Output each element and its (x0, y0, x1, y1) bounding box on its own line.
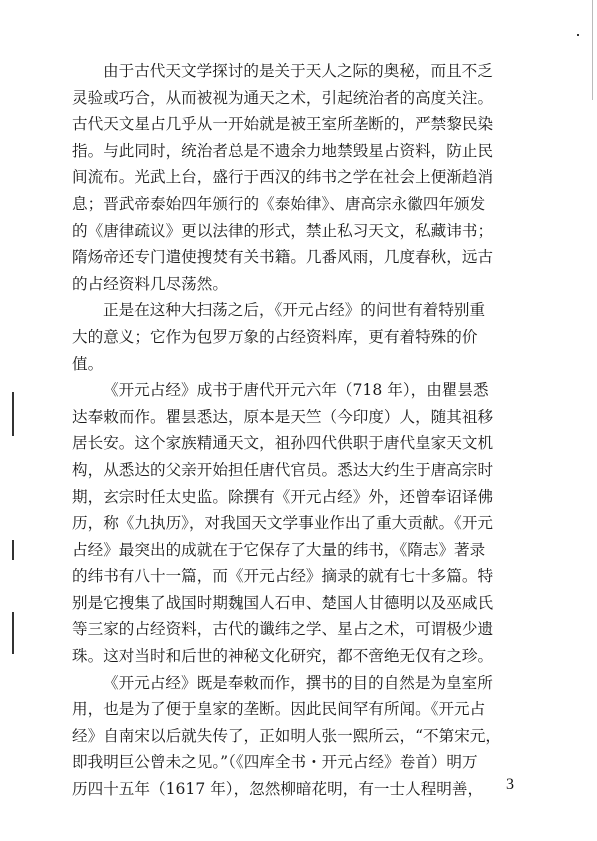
text-line: 占经》最突出的成就在于它保存了大量的纬书，《隋志》著录 (72, 540, 486, 559)
text-line: 《开元占经》既是奉敕而作，撰书的目的自然是为皇室所 (103, 673, 493, 692)
scan-edge-mark (12, 612, 14, 654)
paragraph-4 (72, 670, 556, 803)
text-line: 等三家的占经资料，古代的谶纬之学、星占之术，可谓极少遗 (72, 620, 494, 639)
page-number: 3 (506, 776, 514, 793)
text-line: 的纬书有八十一篇，而《开元占经》摘录的就有七十多篇。特 (72, 567, 494, 586)
paragraph-2 (72, 297, 556, 377)
text-line: 正是在这种大扫荡之后，《开元占经》的问世有着特别重 (103, 301, 486, 320)
text-line: 的《唐律疏议》更以法律的形式，禁止私习天文，私藏讳书； (72, 221, 494, 240)
paragraph-1 (72, 58, 556, 297)
text-line: 灵验或巧合，从而被视为通天之术，引起统治者的高度关注。 (72, 88, 494, 107)
text-line: 构，从悉达的父亲开始担任唐代官员。悉达大约生于唐高宗时 (72, 460, 494, 479)
scan-edge-shadow (592, 0, 593, 100)
text-line: 珠。这对当时和后世的神秘文化研究，都不啻绝无仅有之珍。 (72, 647, 494, 666)
text-line: 历四十五年（1617 年），忽然柳暗花明，有一士人程明善， (72, 780, 484, 799)
text-line: 古代天文星占几乎从一开始就是被王室所垄断的，严禁黎民染 (72, 115, 494, 134)
scan-edge-mark (12, 540, 14, 560)
text-line: 别是它搜集了战国时期魏国人石申、楚国人甘德明以及巫咸氏 (72, 593, 494, 612)
text-line: 由于古代天文学探讨的是关于天人之际的奥秘，而且不乏 (103, 62, 493, 80)
text-line: 值。 (72, 354, 104, 373)
text-line: 即我明巨公曾未之见。”（《四库全书・开元占经》卷首）明万 (72, 753, 478, 772)
text-line: 大的意义；它作为包罗万象的占经资料库，更有着特殊的价 (72, 327, 478, 346)
text-line: 指。与此同时，统治者总是不遗余力地禁毁星占资料，防止民 (72, 141, 494, 160)
text-line: 用，也是为了便于皇家的垄断。因此民间罕有所闻。《开元占 (72, 700, 486, 719)
scan-speck (577, 34, 579, 36)
text-line: 的占经资料几尽荡然。 (72, 274, 228, 293)
paragraph-3 (72, 377, 556, 670)
scan-edge-mark (12, 392, 14, 436)
text-line: 息；晋武帝泰始四年颁行的《泰始律》、唐高宗永徽四年颁发 (72, 194, 486, 213)
text-line: 达奉敕而作。瞿昙悉达，原本是天竺（今印度）人，随其祖移 (72, 407, 494, 426)
text-line: 间流布。光武上台，盛行于西汉的纬书之学在社会上便渐趋消 (72, 168, 494, 187)
text-line: 经》自南宋以后就失传了，正如明人张一熙所云，“不第宋元， (72, 726, 502, 745)
text-line: 历，称《九执历》，对我国天文学事业作出了重大贡献。《开元 (72, 514, 494, 533)
text-line: 《开元占经》成书于唐代开元六年（718 年），由瞿昙悉 (103, 381, 489, 400)
body-text (72, 58, 556, 803)
text-line: 期，玄宗时任太史监。除撰有《开元占经》外，还曾奉诏译佛 (72, 487, 494, 506)
text-line: 隋炀帝还专门遣使搜焚有关书籍。几番风雨，几度春秋，远古 (72, 248, 494, 267)
text-line: 居长安。这个家族精通天文，祖孙四代供职于唐代皇家天文机 (72, 434, 494, 453)
